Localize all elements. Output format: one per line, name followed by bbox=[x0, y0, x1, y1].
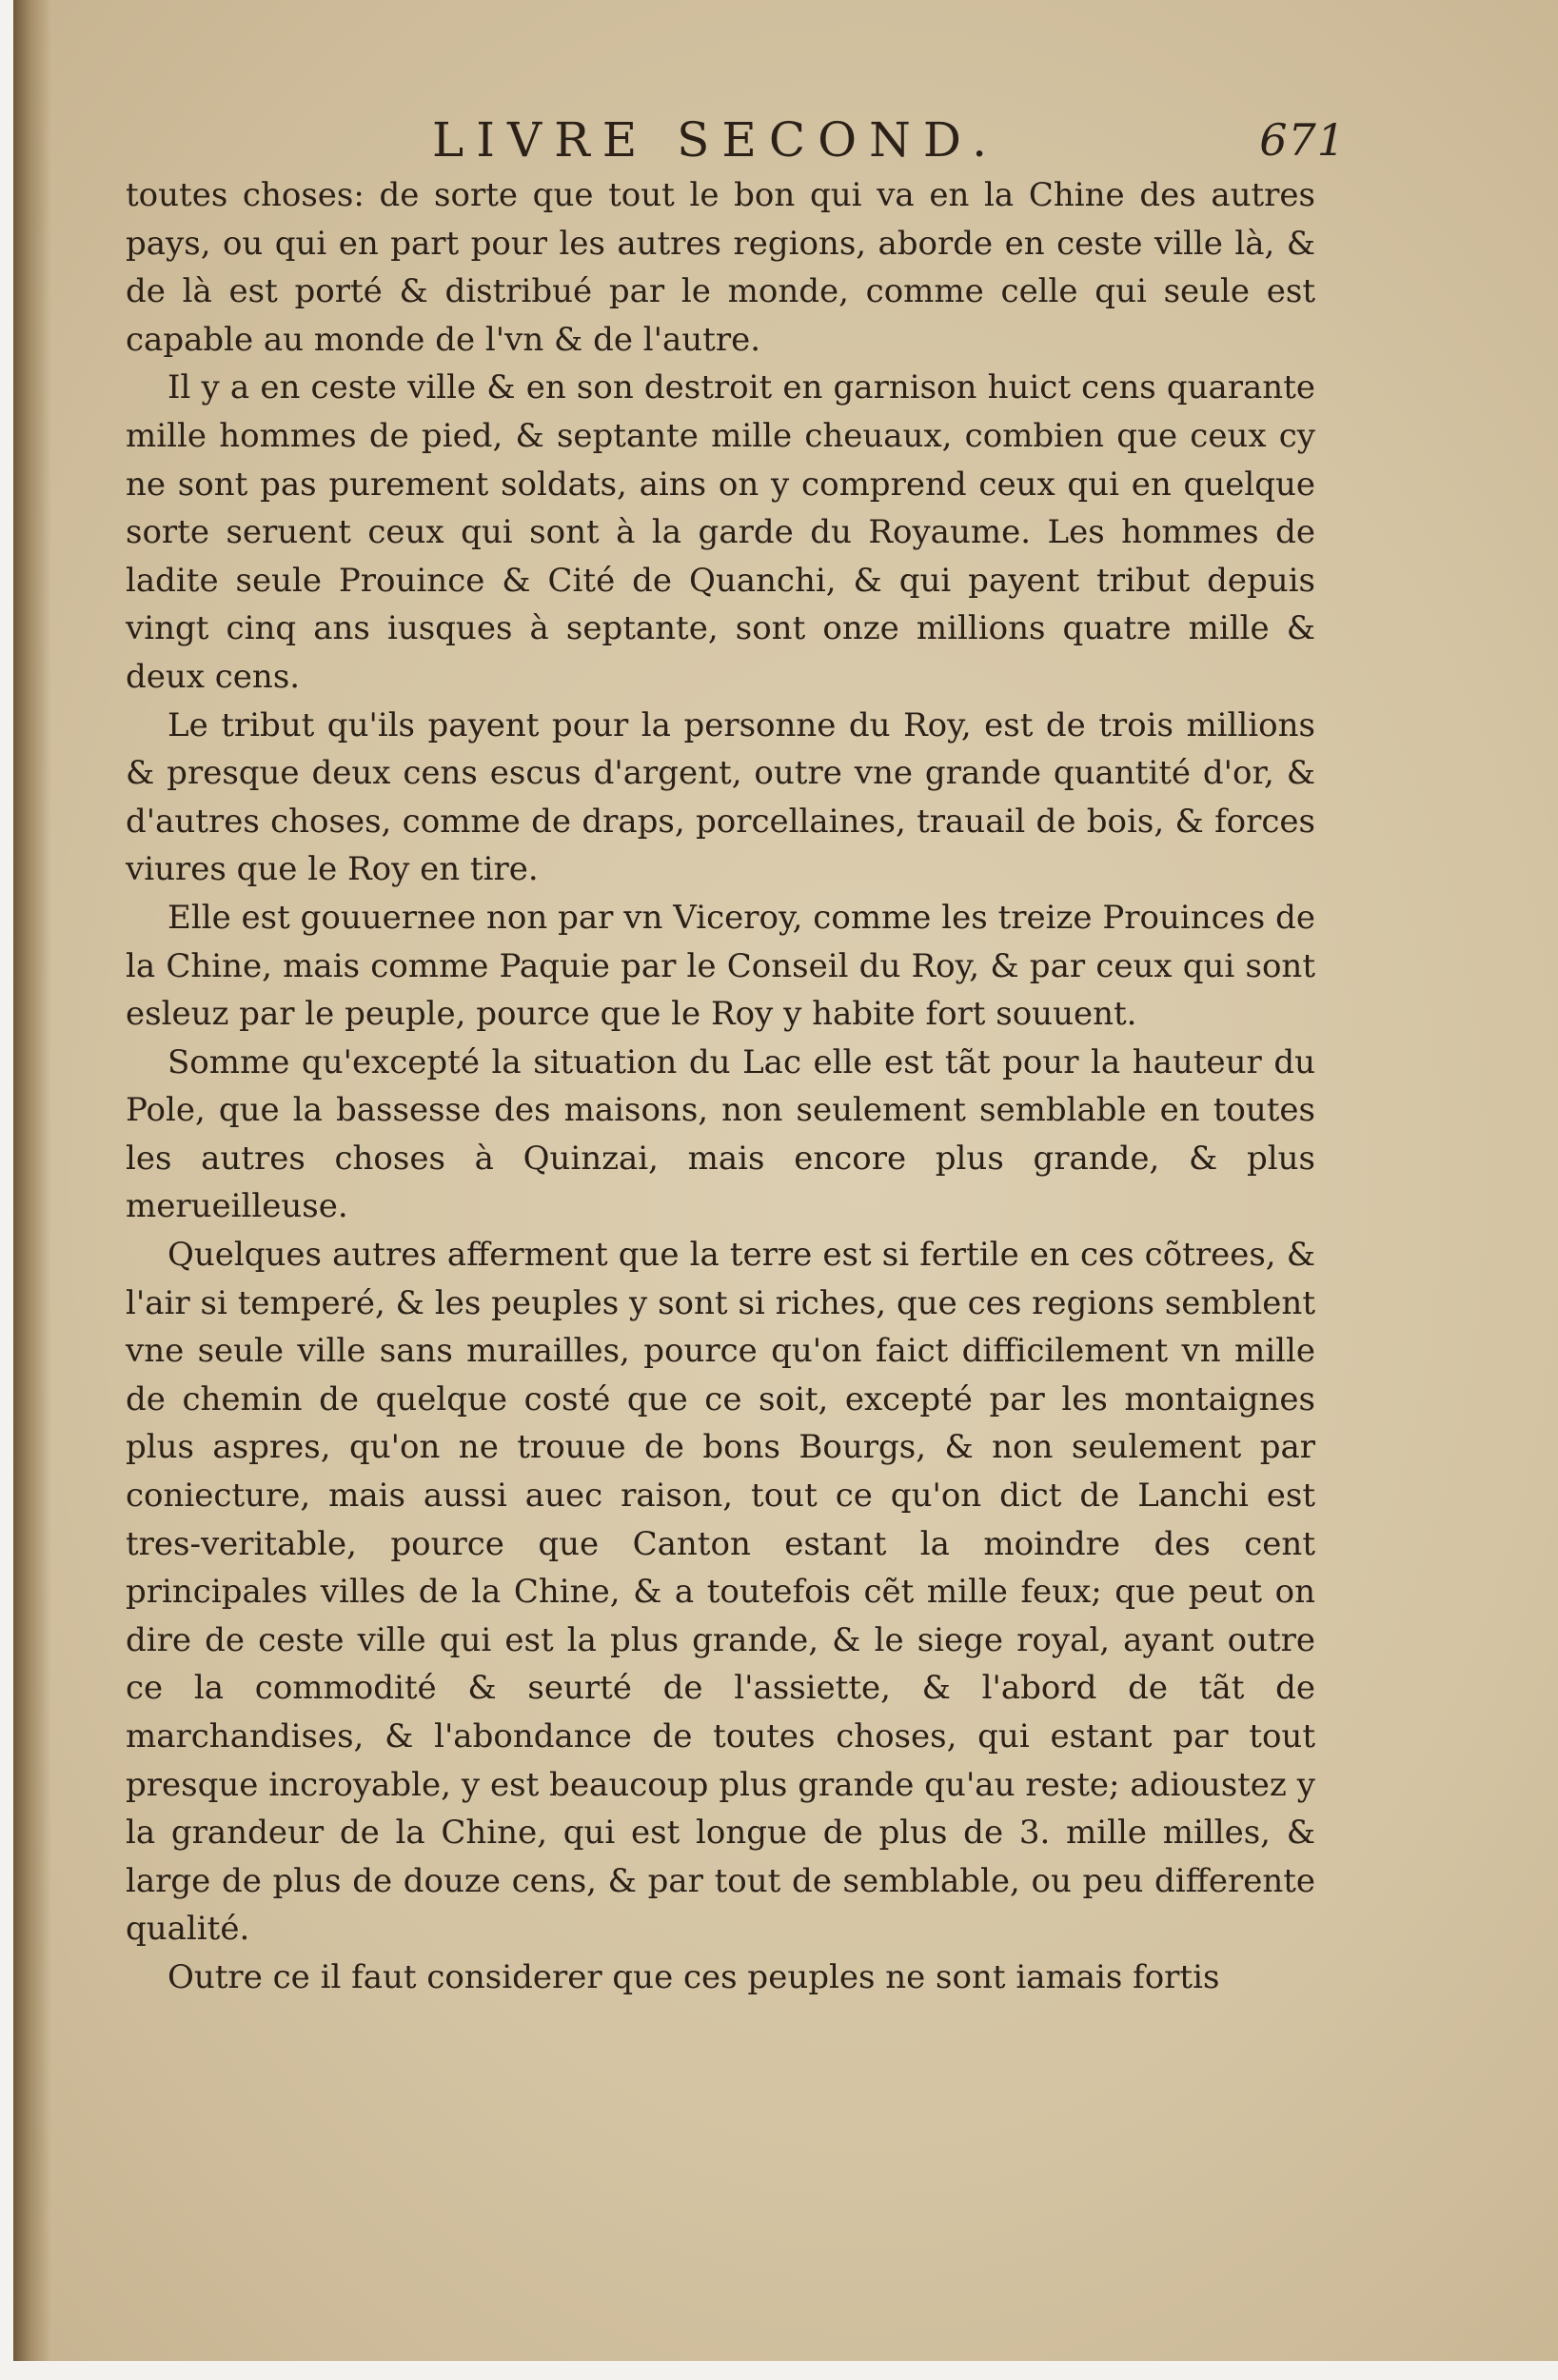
book-page bbox=[13, 0, 1558, 2361]
paragraph: Elle est gouuernee non par vn Viceroy, comme les treize Prouinces de la Chine, mais comme Paquie par le Conseil du Roy, & par ceux qui sont esleuz par le peuple, pource que le Roy y habite fort souuent. bbox=[126, 898, 1315, 1034]
paragraph: Quelques autres afferment que la terre est si fertile en ces cõtrees, & l'air si temperé, & les peuples y sont si riches, que ces regions semblent vne seule ville sans murailles, pource qu'on faict difficilement vn mille de chemin de quelque costé que ce soit, excepté par les montaignes plus aspres, qu'on ne trouue de bons Bourgs, & non seulement par coniecture, mais aussi auec raison, tout ce qu'on dict de Lanchi est tres-veritable, pource que Canton estant la moindre des cent principales villes de la Chine, & a toutefois cẽt mille feux; que peut on dire de ceste ville qui est la plus grande, & le siege royal, ayant outre ce la commodité & seurté de l'assiette, & l'abord de tãt de marchandises, & l'abondance de toutes choses, qui estant par tout presque incroyable, y est beaucoup plus grande qu'au reste; adioustez y la grandeur de la Chine, qui est longue de plus de 3. mille milles, & large de plus de douze cens, & par tout de semblable, ou peu differente qualité. bbox=[126, 1236, 1315, 1949]
running-title: LIVRE SECOND. bbox=[432, 112, 1000, 168]
paragraph: Il y a en ceste ville & en son destroit en garnison huict cens quarante mille hommes de pied, & septante mille cheuaux, combien que ceux cy ne sont pas purement soldats, ains on y comprend ceux qui en quelque sorte seruent ceux qui sont à la garde du Royaume. Les hommes de ladite seule Prouince & Cité de Quanchi, & qui payent tribut depuis vingt cinq ans iusques à septante, sont onze millions quatre mille & deux cens. bbox=[126, 368, 1315, 696]
body-text bbox=[126, 171, 1315, 2002]
paragraph: Outre ce il faut considerer que ces peuples ne sont iamais fortis bbox=[168, 1957, 1220, 1996]
paragraph: toutes choses: de sorte que tout le bon qui va en la Chine des autres pays, ou qui en part pour les autres regions, aborde en ceste ville là, & de là est porté & distribué par le monde, comme celle qui seule est capable au monde de l'vn & de l'autre. bbox=[126, 176, 1315, 359]
page-number: 671 bbox=[1259, 114, 1346, 166]
paragraph: Somme qu'excepté la situation du Lac elle est tãt pour la hauteur du Pole, que la bassesse des maisons, non seulement semblable en toutes les autres choses à Quinzai, mais encore plus grande, & plus merueilleuse. bbox=[126, 1042, 1315, 1226]
scan-border bbox=[0, 2361, 1558, 2380]
paragraph: Le tribut qu'ils payent pour la personne du Roy, est de trois millions & presque deux cens escus d'argent, outre vne grande quantité d'or, & d'autres choses, comme de draps, porcellaines, trauail de bois, & forces viures que le Roy en tire. bbox=[126, 705, 1315, 889]
page-header bbox=[432, 112, 1346, 169]
binding-gutter bbox=[13, 0, 51, 2361]
